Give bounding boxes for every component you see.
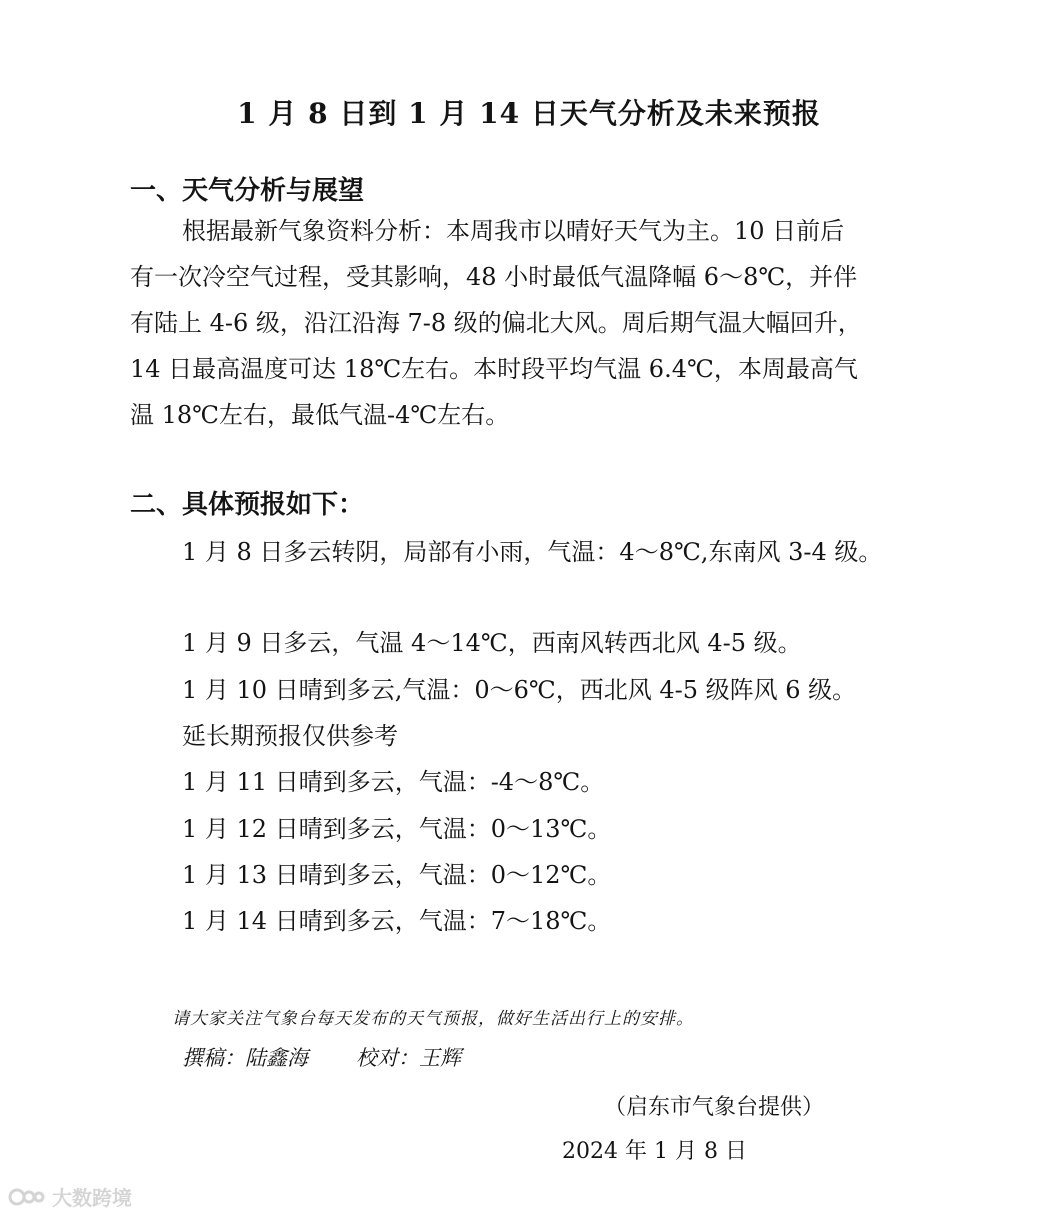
document-title: 1 月 8 日到 1 月 14 日天气分析及未来预报	[237, 97, 821, 130]
credits-line	[182, 1042, 461, 1072]
section2-heading: 二、具体预报如下：	[130, 490, 365, 520]
section1-heading: 一、天气分析与展望	[130, 176, 365, 206]
provider-line: （启东市气象台提供）	[604, 1095, 825, 1120]
brand-logo-icon	[8, 1186, 46, 1208]
paragraph-line: 温 18℃左右，最低气温-4℃左右。	[130, 401, 510, 429]
document-date: 2024 年 1 月 8 日	[562, 1139, 747, 1164]
paragraph-line: 有一次冷空气过程，受其影响，48 小时最低气温降幅 6～8℃，并伴	[130, 263, 858, 291]
forecast-line-jan8: 1 月 8 日多云转阴，局部有小雨，气温：4～8℃,东南风 3-4 级。	[182, 538, 883, 566]
forecast-line-jan10: 1 月 10 日晴到多云,气温：0～6℃，西北风 4-5 级阵风 6 级。	[182, 676, 857, 704]
paragraph-line: 14 日最高温度可达 18℃左右。本时段平均气温 6.4℃，本周最高气	[130, 355, 858, 383]
author-credit: 撰稿：陆鑫海	[182, 1046, 308, 1070]
notice-text: 请大家关注气象台每天发布的天气预报，做好生活出行上的安排。	[172, 1009, 694, 1029]
extended-forecast-label: 延长期预报仅供参考	[182, 722, 398, 750]
section1-paragraph	[130, 208, 920, 438]
proofreader-credit: 校对：王辉	[356, 1046, 461, 1070]
forecast-line-jan12: 1 月 12 日晴到多云，气温：0～13℃。	[182, 815, 612, 843]
forecast-line-jan14: 1 月 14 日晴到多云，气温：7～18℃。	[182, 907, 612, 935]
paragraph-line: 根据最新气象资料分析：本周我市以晴好天气为主。10 日前后	[182, 217, 845, 245]
paragraph-line: 有陆上 4-6 级，沿江沿海 7-8 级的偏北大风。周后期气温大幅回升，	[130, 309, 862, 337]
watermark-text: 大数跨境	[52, 1186, 132, 1210]
forecast-line-jan13: 1 月 13 日晴到多云，气温：0～12℃。	[182, 861, 612, 889]
forecast-line-jan9: 1 月 9 日多云，气温 4～14℃，西南风转西北风 4-5 级。	[182, 629, 802, 657]
watermark	[8, 1182, 132, 1211]
forecast-line-jan11: 1 月 11 日晴到多云，气温：-4～8℃。	[182, 768, 605, 796]
